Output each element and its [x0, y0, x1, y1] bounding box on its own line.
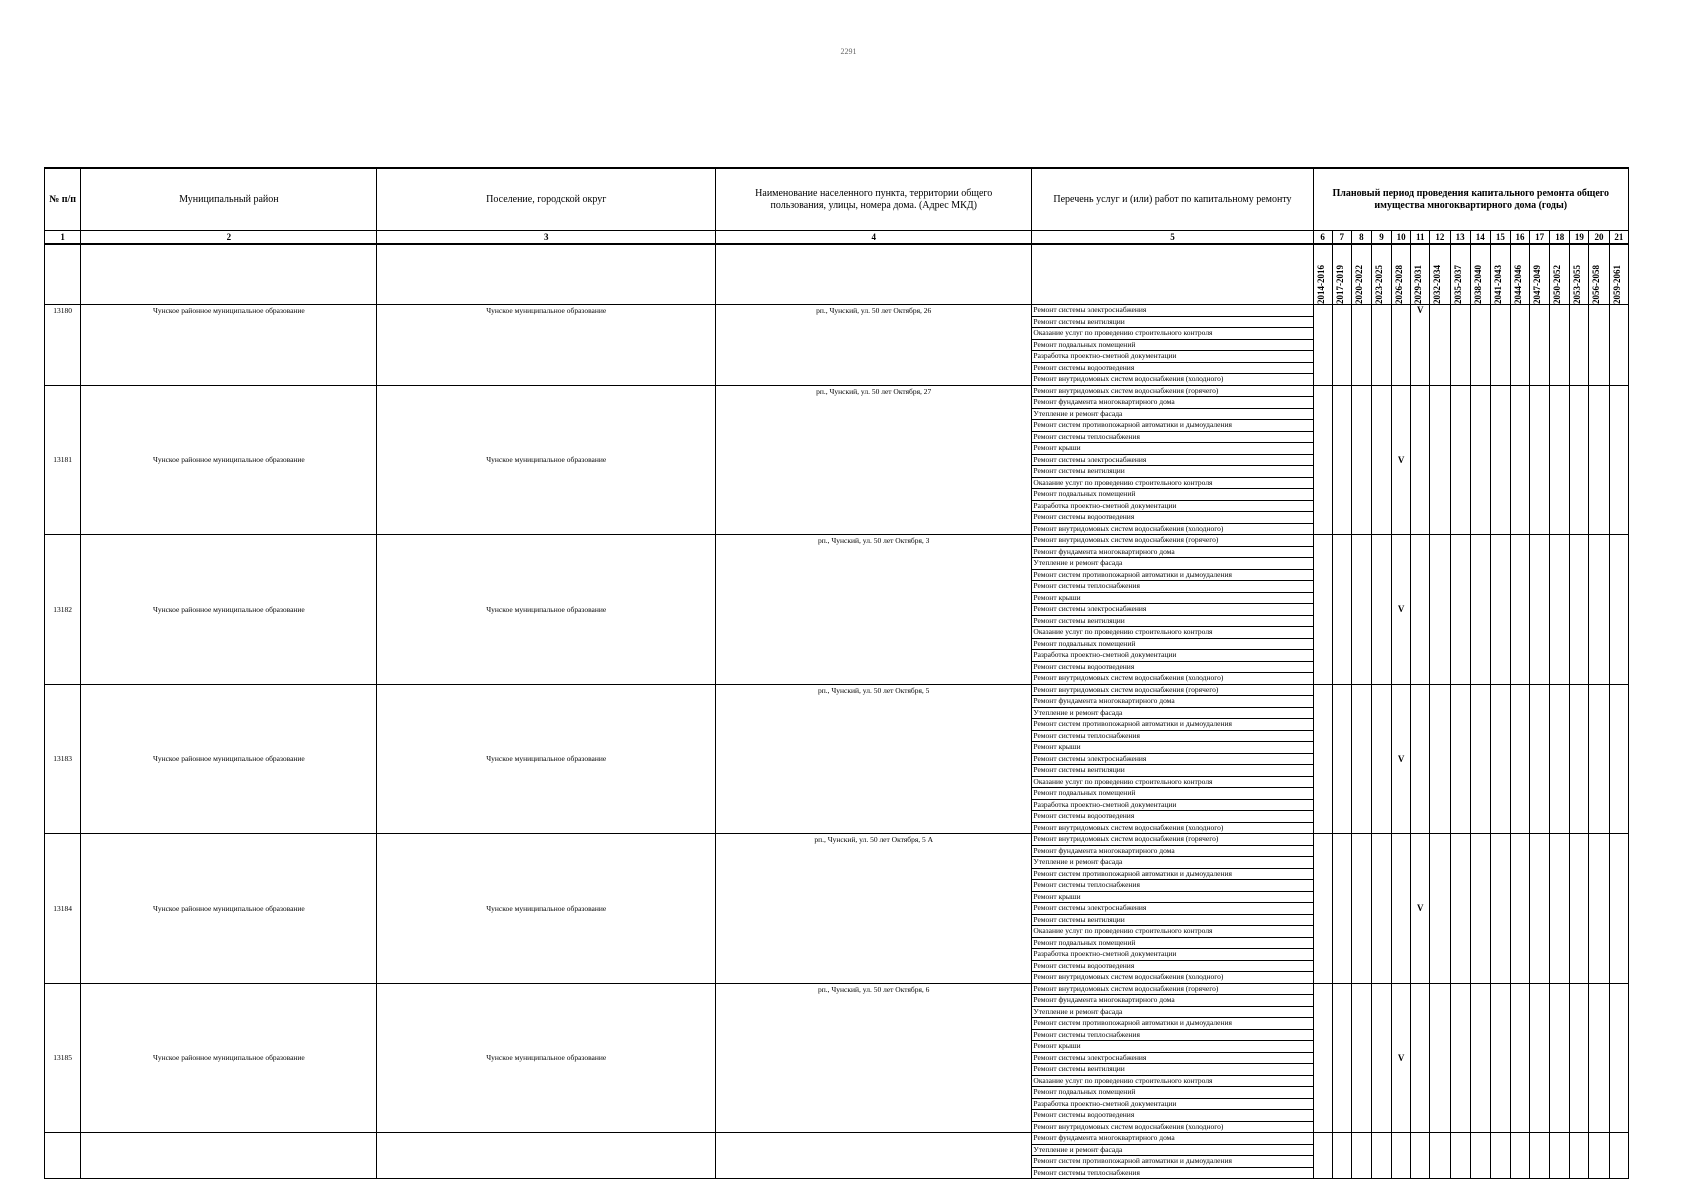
- work-item: Разработка проектно-сметной документации: [1032, 1098, 1313, 1110]
- work-item: Разработка проектно-сметной документации: [1032, 949, 1313, 961]
- year-header: [1609, 244, 1628, 305]
- period-cell: [1430, 834, 1450, 984]
- period-cell: [1490, 535, 1510, 685]
- period-cell: [1609, 385, 1628, 535]
- work-item: Ремонт внутридомовых систем водоснабжения (горячего): [1032, 834, 1313, 846]
- period-cell: [1313, 385, 1332, 535]
- period-cell: [1550, 535, 1570, 685]
- row-district: Чунское районное муниципальное образование: [81, 684, 377, 834]
- work-item: Ремонт системы теплоснабжения: [1032, 730, 1313, 742]
- period-cell: [1450, 385, 1470, 535]
- period-cell: [1450, 535, 1470, 685]
- period-cell: [1371, 305, 1391, 386]
- period-cell: [1392, 1133, 1411, 1179]
- period-cell: [1589, 1133, 1609, 1179]
- year-header: [1371, 244, 1391, 305]
- period-cell: [1392, 305, 1411, 386]
- period-cell: [1609, 834, 1628, 984]
- work-item: Оказание услуг по проведению строительного контроля: [1032, 627, 1313, 639]
- empty-cell: [377, 1133, 716, 1179]
- year-label: 2032-2034: [1432, 265, 1443, 304]
- period-cell: [1609, 535, 1628, 685]
- column-number: 2: [81, 231, 377, 245]
- column-number: 5: [1032, 231, 1313, 245]
- work-item: Утепление и ремонт фасада: [1032, 857, 1313, 869]
- period-cell: [1332, 834, 1351, 984]
- work-item: Разработка проектно-сметной документации: [1032, 500, 1313, 512]
- work-item: Ремонт крыши: [1032, 742, 1313, 754]
- period-cell: [1411, 385, 1430, 535]
- year-header: [1351, 244, 1371, 305]
- period-cell: [1510, 305, 1529, 386]
- empty-cell: [45, 1133, 81, 1179]
- period-cell: [1550, 684, 1570, 834]
- work-item: Ремонт фундамента многоквартирного дома: [1032, 546, 1313, 558]
- period-cell: [1510, 535, 1529, 685]
- period-cell: [1430, 535, 1450, 685]
- period-cell: [1589, 385, 1609, 535]
- work-item: Ремонт фундамента многоквартирного дома: [1032, 696, 1313, 708]
- year-header: [1550, 244, 1570, 305]
- work-item: Ремонт систем противопожарной автоматики и дымоудаления: [1032, 1018, 1313, 1030]
- column-number: 20: [1589, 231, 1609, 245]
- year-label: 2020-2022: [1353, 265, 1364, 304]
- period-cell: [1411, 1133, 1430, 1179]
- period-cell: [1570, 535, 1589, 685]
- year-label: 2047-2049: [1532, 265, 1543, 304]
- period-cell: [1510, 684, 1529, 834]
- work-row: [45, 983, 1629, 995]
- period-cell: [1510, 1133, 1529, 1179]
- period-cell: [1570, 684, 1589, 834]
- column-number: 1: [45, 231, 81, 245]
- period-cell: [1490, 385, 1510, 535]
- period-cell: [1530, 535, 1550, 685]
- period-mark: V: [1411, 834, 1430, 984]
- period-cell: [1490, 1133, 1510, 1179]
- work-item: Ремонт систем противопожарной автоматики и дымоудаления: [1032, 868, 1313, 880]
- work-item: Ремонт крыши: [1032, 443, 1313, 455]
- period-cell: [1470, 684, 1490, 834]
- period-cell: [1550, 983, 1570, 1133]
- period-cell: [1430, 305, 1450, 386]
- work-item: Ремонт внутридомовых систем водоснабжения (холодного): [1032, 673, 1313, 685]
- period-cell: [1609, 1133, 1628, 1179]
- year-header: [1392, 244, 1411, 305]
- work-item: Ремонт системы электроснабжения: [1032, 1052, 1313, 1064]
- work-item: Ремонт внутридомовых систем водоснабжения (горячего): [1032, 684, 1313, 696]
- work-item: Ремонт системы вентиляции: [1032, 615, 1313, 627]
- work-item: Ремонт внутридомовых систем водоснабжения (холодного): [1032, 523, 1313, 535]
- work-item: Ремонт подвальных помещений: [1032, 1087, 1313, 1099]
- period-cell: [1313, 983, 1332, 1133]
- work-item: Оказание услуг по проведению строительного контроля: [1032, 776, 1313, 788]
- column-numbers-row: [45, 231, 1629, 245]
- column-number: 15: [1490, 231, 1510, 245]
- year-header: [1332, 244, 1351, 305]
- period-cell: [1313, 834, 1332, 984]
- work-row: [45, 834, 1629, 846]
- column-number: 21: [1609, 231, 1628, 245]
- period-cell: [1411, 535, 1430, 685]
- header-district: Муниципальный район: [81, 168, 377, 231]
- work-item: Ремонт систем противопожарной автоматики и дымоудаления: [1032, 719, 1313, 731]
- row-settlement: Чунское муниципальное образование: [377, 983, 716, 1133]
- row-district: Чунское районное муниципальное образование: [81, 834, 377, 984]
- period-cell: [1351, 983, 1371, 1133]
- column-number: 14: [1470, 231, 1490, 245]
- column-number: 11: [1411, 231, 1430, 245]
- work-item: Оказание услуг по проведению строительного контроля: [1032, 328, 1313, 340]
- period-cell: [1530, 1133, 1550, 1179]
- period-cell: [1371, 1133, 1391, 1179]
- period-mark: V: [1392, 983, 1411, 1133]
- period-cell: [1589, 684, 1609, 834]
- work-item: Ремонт подвальных помещений: [1032, 788, 1313, 800]
- year-label: 2038-2040: [1472, 265, 1483, 304]
- work-item: Ремонт фундамента многоквартирного дома: [1032, 397, 1313, 409]
- period-cell: [1332, 1133, 1351, 1179]
- period-cell: [1510, 834, 1529, 984]
- work-item: Ремонт системы водоотведения: [1032, 512, 1313, 524]
- work-item: Ремонт подвальных помещений: [1032, 937, 1313, 949]
- period-cell: [1351, 1133, 1371, 1179]
- period-cell: [1313, 305, 1332, 386]
- row-address: рп., Чунский, ул. 50 лет Октября, 5 А: [716, 834, 1032, 984]
- period-cell: [1332, 983, 1351, 1133]
- row-address: рп., Чунский, ул. 50 лет Октября, 27: [716, 385, 1032, 535]
- period-cell: [1351, 834, 1371, 984]
- column-number: 10: [1392, 231, 1411, 245]
- period-cell: [1332, 305, 1351, 386]
- column-number: 13: [1450, 231, 1470, 245]
- work-row: [45, 385, 1629, 397]
- work-item: Ремонт системы электроснабжения: [1032, 454, 1313, 466]
- row-number: 13183: [45, 684, 81, 834]
- work-row: [45, 305, 1629, 317]
- period-cell: [1510, 385, 1529, 535]
- row-district: Чунское районное муниципальное образование: [81, 305, 377, 386]
- row-settlement: Чунское муниципальное образование: [377, 535, 716, 685]
- work-item: Ремонт системы электроснабжения: [1032, 305, 1313, 317]
- period-cell: [1411, 983, 1430, 1133]
- row-address: рп., Чунский, ул. 50 лет Октября, 6: [716, 983, 1032, 1133]
- period-cell: [1313, 535, 1332, 685]
- period-cell: [1470, 305, 1490, 386]
- work-item: Ремонт фундамента многоквартирного дома: [1032, 995, 1313, 1007]
- period-cell: [1530, 305, 1550, 386]
- period-cell: [1589, 305, 1609, 386]
- row-number: 13181: [45, 385, 81, 535]
- year-label: 2041-2043: [1492, 265, 1503, 304]
- column-number: 8: [1351, 231, 1371, 245]
- period-cell: [1570, 983, 1589, 1133]
- work-item: Ремонт фундамента многоквартирного дома: [1032, 1133, 1313, 1145]
- period-cell: [1550, 305, 1570, 386]
- period-cell: [1430, 983, 1450, 1133]
- period-cell: [1530, 834, 1550, 984]
- year-label: 2035-2037: [1452, 265, 1463, 304]
- year-header: [1530, 244, 1550, 305]
- period-cell: [1490, 834, 1510, 984]
- period-cell: [1470, 983, 1490, 1133]
- year-header: [1430, 244, 1450, 305]
- year-label: 2023-2025: [1373, 265, 1384, 304]
- row-address: рп., Чунский, ул. 50 лет Октября, 3: [716, 535, 1032, 685]
- period-cell: [1430, 684, 1450, 834]
- column-number: 16: [1510, 231, 1529, 245]
- work-item: Ремонт системы теплоснабжения: [1032, 431, 1313, 443]
- period-cell: [1550, 1133, 1570, 1179]
- period-cell: [1609, 684, 1628, 834]
- column-number: 3: [377, 231, 716, 245]
- work-item: Ремонт систем противопожарной автоматики и дымоудаления: [1032, 569, 1313, 581]
- period-cell: [1351, 684, 1371, 834]
- period-mark: V: [1411, 305, 1430, 386]
- period-cell: [1570, 385, 1589, 535]
- work-item: Утепление и ремонт фасада: [1032, 1006, 1313, 1018]
- year-header: [1490, 244, 1510, 305]
- year-header: [1470, 244, 1490, 305]
- header-settlement: Поселение, городской округ: [377, 168, 716, 231]
- work-item: Ремонт системы водоотведения: [1032, 1110, 1313, 1122]
- period-cell: [1450, 684, 1470, 834]
- work-item: Ремонт систем противопожарной автоматики и дымоудаления: [1032, 420, 1313, 432]
- period-cell: [1510, 983, 1529, 1133]
- period-cell: [1430, 385, 1450, 535]
- work-row: [45, 684, 1629, 696]
- column-number: 4: [716, 231, 1032, 245]
- period-cell: [1470, 535, 1490, 685]
- column-number: 12: [1430, 231, 1450, 245]
- period-cell: [1470, 1133, 1490, 1179]
- period-cell: [1589, 535, 1609, 685]
- row-district: Чунское районное муниципальное образование: [81, 983, 377, 1133]
- years-row: [45, 244, 1629, 305]
- row-settlement: Чунское муниципальное образование: [377, 684, 716, 834]
- work-item: Ремонт крыши: [1032, 891, 1313, 903]
- year-label: 2029-2031: [1413, 265, 1424, 304]
- work-item: Ремонт системы электроснабжения: [1032, 903, 1313, 915]
- period-cell: [1609, 305, 1628, 386]
- period-mark: V: [1392, 385, 1411, 535]
- work-item: Утепление и ремонт фасада: [1032, 558, 1313, 570]
- work-item: Ремонт внутридомовых систем водоснабжения (холодного): [1032, 972, 1313, 984]
- period-cell: [1490, 684, 1510, 834]
- capital-repair-table: [44, 167, 1629, 1179]
- row-district: Чунское районное муниципальное образование: [81, 385, 377, 535]
- period-cell: [1332, 535, 1351, 685]
- year-label: 2050-2052: [1552, 265, 1563, 304]
- year-header: [1510, 244, 1529, 305]
- period-cell: [1609, 983, 1628, 1133]
- row-number: 13185: [45, 983, 81, 1133]
- work-item: Оказание услуг по проведению строительного контроля: [1032, 926, 1313, 938]
- work-item: Ремонт системы вентиляции: [1032, 316, 1313, 328]
- work-item: Ремонт системы вентиляции: [1032, 466, 1313, 478]
- period-cell: [1351, 305, 1371, 386]
- work-item: Ремонт крыши: [1032, 592, 1313, 604]
- column-number: 18: [1550, 231, 1570, 245]
- row-district: Чунское районное муниципальное образование: [81, 535, 377, 685]
- period-cell: [1351, 385, 1371, 535]
- work-item: Ремонт системы вентиляции: [1032, 914, 1313, 926]
- column-number: 19: [1570, 231, 1589, 245]
- page-number: 2291: [840, 47, 857, 56]
- work-item: Ремонт системы теплоснабжения: [1032, 1167, 1313, 1179]
- work-item: Ремонт системы водоотведения: [1032, 362, 1313, 374]
- period-cell: [1371, 684, 1391, 834]
- work-item: Ремонт внутридомовых систем водоснабжения (холодного): [1032, 822, 1313, 834]
- row-number: 13182: [45, 535, 81, 685]
- period-mark: V: [1392, 535, 1411, 685]
- period-cell: [1490, 983, 1510, 1133]
- work-item: Ремонт системы вентиляции: [1032, 1064, 1313, 1076]
- work-item: Ремонт подвальных помещений: [1032, 489, 1313, 501]
- period-cell: [1589, 983, 1609, 1133]
- work-item: Ремонт внутридомовых систем водоснабжения (холодного): [1032, 374, 1313, 386]
- year-label: 2017-2019: [1334, 265, 1345, 304]
- row-address: рп., Чунский, ул. 50 лет Октября, 26: [716, 305, 1032, 386]
- year-label: 2053-2055: [1572, 265, 1583, 304]
- year-label: 2044-2046: [1512, 265, 1523, 304]
- work-item: Разработка проектно-сметной документации: [1032, 799, 1313, 811]
- period-cell: [1371, 385, 1391, 535]
- work-row: [45, 1133, 1629, 1145]
- period-cell: [1332, 385, 1351, 535]
- period-cell: [1371, 535, 1391, 685]
- year-header: [1589, 244, 1609, 305]
- period-cell: [1450, 834, 1470, 984]
- period-cell: [1450, 983, 1470, 1133]
- year-header: [1570, 244, 1589, 305]
- period-cell: [1530, 983, 1550, 1133]
- period-cell: [1550, 385, 1570, 535]
- row-settlement: Чунское муниципальное образование: [377, 385, 716, 535]
- work-item: Ремонт внутридомовых систем водоснабжения (холодного): [1032, 1121, 1313, 1133]
- period-cell: [1570, 1133, 1589, 1179]
- work-item: Ремонт фундамента многоквартирного дома: [1032, 845, 1313, 857]
- period-mark: V: [1392, 684, 1411, 834]
- period-cell: [1371, 834, 1391, 984]
- row-number: 13184: [45, 834, 81, 984]
- work-item: Ремонт подвальных помещений: [1032, 339, 1313, 351]
- empty-cell: [81, 1133, 377, 1179]
- year-header: [1450, 244, 1470, 305]
- period-cell: [1430, 1133, 1450, 1179]
- work-item: Ремонт внутридомовых систем водоснабжения (горячего): [1032, 983, 1313, 995]
- period-cell: [1351, 535, 1371, 685]
- work-item: Оказание услуг по проведению строительного контроля: [1032, 477, 1313, 489]
- header-num: № п/п: [45, 168, 81, 231]
- year-label: 2014-2016: [1315, 265, 1326, 304]
- period-cell: [1550, 834, 1570, 984]
- work-item: Ремонт системы электроснабжения: [1032, 753, 1313, 765]
- row-number: 13180: [45, 305, 81, 386]
- work-item: Ремонт системы водоотведения: [1032, 960, 1313, 972]
- period-cell: [1392, 834, 1411, 984]
- period-cell: [1411, 684, 1430, 834]
- work-item: Ремонт системы водоотведения: [1032, 811, 1313, 823]
- period-cell: [1332, 684, 1351, 834]
- row-settlement: Чунское муниципальное образование: [377, 305, 716, 386]
- column-number: 9: [1371, 231, 1391, 245]
- period-cell: [1570, 834, 1589, 984]
- period-cell: [1450, 1133, 1470, 1179]
- work-item: Ремонт системы теплоснабжения: [1032, 880, 1313, 892]
- period-cell: [1313, 684, 1332, 834]
- period-cell: [1470, 385, 1490, 535]
- work-row: [45, 535, 1629, 547]
- work-item: Ремонт системы водоотведения: [1032, 661, 1313, 673]
- year-label: 2056-2058: [1591, 265, 1602, 304]
- period-cell: [1530, 385, 1550, 535]
- period-cell: [1490, 305, 1510, 386]
- column-number: 7: [1332, 231, 1351, 245]
- row-address: рп., Чунский, ул. 50 лет Октября, 5: [716, 684, 1032, 834]
- period-cell: [1450, 305, 1470, 386]
- work-item: Ремонт системы вентиляции: [1032, 765, 1313, 777]
- period-cell: [1470, 834, 1490, 984]
- header-period: Плановый период проведения капитального ремонта общего имущества многоквартирного дома (годы): [1313, 168, 1628, 231]
- work-item: Оказание услуг по проведению строительного контроля: [1032, 1075, 1313, 1087]
- header-address: Наименование населенного пункта, территории общего пользования, улицы, номера дома. (Адрес МКД): [716, 168, 1032, 231]
- work-item: Ремонт внутридомовых систем водоснабжения (горячего): [1032, 535, 1313, 547]
- work-item: Разработка проектно-сметной документации: [1032, 650, 1313, 662]
- work-item: Ремонт подвальных помещений: [1032, 638, 1313, 650]
- year-label: 2026-2028: [1394, 265, 1405, 304]
- work-item: Утепление и ремонт фасада: [1032, 408, 1313, 420]
- work-item: Утепление и ремонт фасада: [1032, 707, 1313, 719]
- year-header: [1313, 244, 1332, 305]
- row-settlement: Чунское муниципальное образование: [377, 834, 716, 984]
- work-item: Разработка проектно-сметной документации: [1032, 351, 1313, 363]
- period-cell: [1313, 1133, 1332, 1179]
- work-item: Ремонт системы теплоснабжения: [1032, 1029, 1313, 1041]
- period-cell: [1371, 983, 1391, 1133]
- period-cell: [1530, 684, 1550, 834]
- header-works: Перечень услуг и (или) работ по капитальному ремонту: [1032, 168, 1313, 231]
- column-number: 6: [1313, 231, 1332, 245]
- year-header: [1411, 244, 1430, 305]
- work-item: Ремонт системы электроснабжения: [1032, 604, 1313, 616]
- work-item: Утепление и ремонт фасада: [1032, 1144, 1313, 1156]
- empty-cell: [716, 1133, 1032, 1179]
- column-number: 17: [1530, 231, 1550, 245]
- work-item: Ремонт крыши: [1032, 1041, 1313, 1053]
- year-label: 2059-2061: [1611, 265, 1622, 304]
- period-cell: [1589, 834, 1609, 984]
- work-item: Ремонт системы теплоснабжения: [1032, 581, 1313, 593]
- work-item: Ремонт внутридомовых систем водоснабжения (горячего): [1032, 385, 1313, 397]
- work-item: Ремонт систем противопожарной автоматики и дымоудаления: [1032, 1156, 1313, 1168]
- period-cell: [1570, 305, 1589, 386]
